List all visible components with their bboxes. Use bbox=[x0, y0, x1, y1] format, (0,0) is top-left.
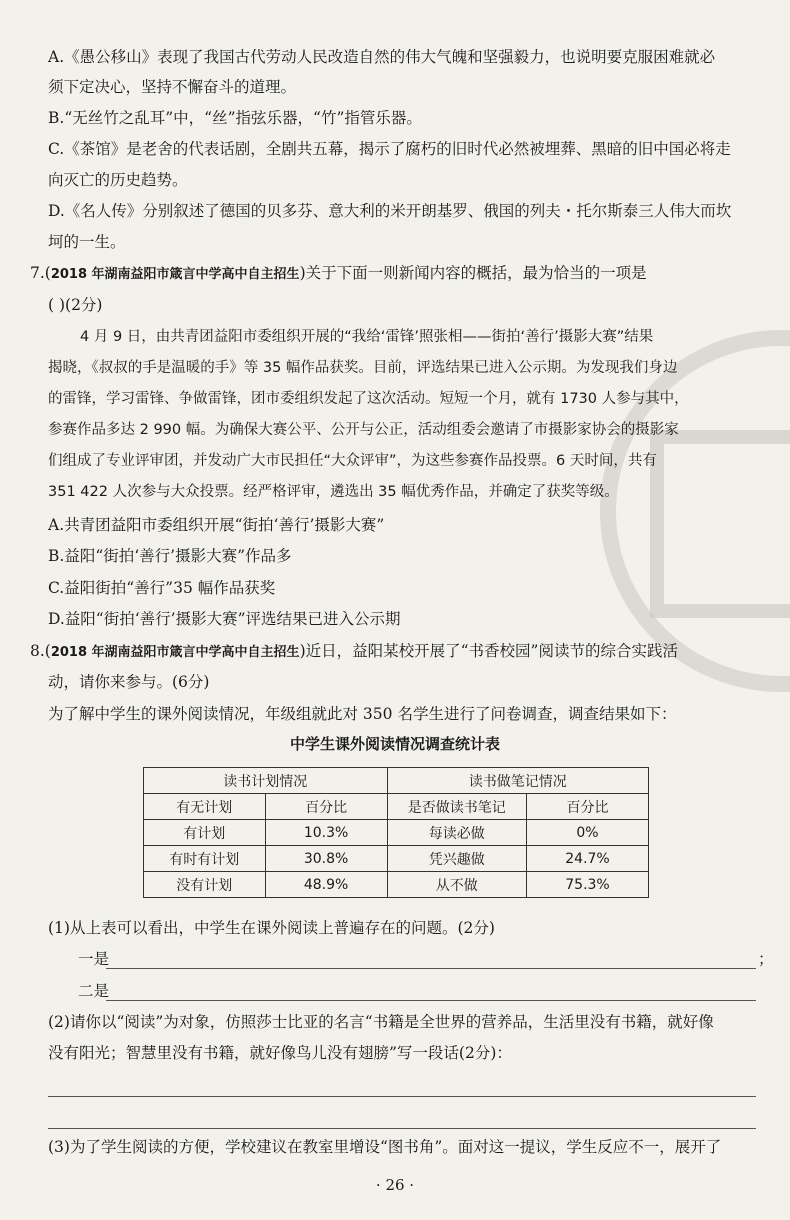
sub-question-3: (3)为了学生阅读的方便，学校建议在教室里增设“图书角”。面对这一提议，学生反应不一，展开了 bbox=[48, 1138, 722, 1156]
sub-question-2-line-2: 没有阳光；智慧里没有书籍，就好像鸟儿没有翅膀”写一段话(2分)： bbox=[48, 1044, 512, 1062]
news-line-1: 4 月 9 日，由共青团益阳市委组织开展的“我给‘雷锋’照张相——街拍‘善行’摄影大赛”结果 bbox=[80, 329, 654, 345]
table-row bbox=[144, 820, 649, 846]
q7-option-c: C.益阳街拍“善行”35 幅作品获奖 bbox=[48, 579, 276, 597]
question-7-stem bbox=[30, 262, 647, 286]
sub-question-2-line-1: (2)请你以“阅读”为对象，仿照莎士比亚的名言“书籍是全世界的营养品，生活里没有书籍，就好像 bbox=[48, 1013, 714, 1031]
table-header-cell: 百分比 bbox=[526, 794, 648, 820]
news-line-3: 的雷锋，学习雷锋、争做雷锋，团市委组织发起了这次活动。短短一个月，就有 1730 人参与其中， bbox=[48, 391, 689, 407]
table-cell: 10.3% bbox=[265, 820, 387, 846]
q7-option-b: B.益阳“街拍‘善行’摄影大赛”作品多 bbox=[48, 547, 292, 565]
table-title: 中学生课外阅读情况调查统计表 bbox=[289, 735, 500, 753]
table-header-cell: 有无计划 bbox=[144, 794, 266, 820]
option-a-line-2: 须下定决心，坚持不懈奋斗的道理。 bbox=[48, 78, 297, 96]
table-cell: 48.9% bbox=[265, 872, 387, 898]
question-7-prompt: )关于下面一则新闻内容的概括，最为恰当的一项是 bbox=[299, 264, 647, 282]
news-line-6: 351 422 人次参与大众投票。经严格评审，遴选出 35 幅优秀作品，并确定了获奖等级。 bbox=[48, 484, 619, 500]
table-cell: 30.8% bbox=[265, 846, 387, 872]
q7-option-d: D.益阳“街拍‘善行’摄影大赛”评选结果已进入公示期 bbox=[48, 610, 401, 628]
option-c-line-1: C.《茶馆》是老舍的代表话剧，全剧共五幕，揭示了腐朽的旧时代必然被埋葬、黑暗的旧中国必将走 bbox=[48, 140, 731, 158]
question-8-prompt: )近日，益阳某校开展了“书香校园”阅读节的综合实践活 bbox=[299, 642, 678, 660]
question-8-line-3: 为了解中学生的课外阅读情况，年级组就此对 350 名学生进行了问卷调查，调查结果如下： bbox=[48, 705, 677, 723]
option-b-line: B.“无丝竹之乱耳”中，“丝”指弦乐器，“竹”指管乐器。 bbox=[48, 109, 422, 127]
news-line-4: 参赛作品多达 2 990 幅。为确保大赛公平、公开与公正，活动组委会邀请了市摄影家协会的摄影家 bbox=[48, 422, 679, 438]
table-header-row bbox=[144, 794, 649, 820]
table-row bbox=[144, 846, 649, 872]
sub-question-1: (1)从上表可以看出，中学生在课外阅读上普遍存在的问题。(2分) bbox=[48, 919, 495, 937]
option-c-line-2: 向灭亡的历史趋势。 bbox=[48, 171, 188, 189]
table-cell: 0% bbox=[526, 820, 648, 846]
question-7-source: 2018 年湖南益阳市箴言中学高中自主招生 bbox=[50, 267, 300, 282]
table-cell: 75.3% bbox=[526, 872, 648, 898]
question-7-number: 7.( bbox=[30, 264, 51, 282]
question-8-source: 2018 年湖南益阳市箴言中学高中自主招生 bbox=[50, 645, 300, 660]
option-d-line-1: D.《名人传》分别叙述了德国的贝多芬、意大利的米开朗基罗、俄国的列夫・托尔斯泰三人伟大而坎 bbox=[48, 202, 732, 220]
table-cell: 有计划 bbox=[144, 820, 266, 846]
watermark-stamp-inner bbox=[650, 430, 790, 618]
table-group-notes: 读书做笔记情况 bbox=[387, 768, 648, 794]
answer-label-one: 一是 bbox=[78, 950, 110, 968]
table-cell: 24.7% bbox=[526, 846, 648, 872]
q7-option-a: A.共青团益阳市委组织开展“街拍‘善行’摄影大赛” bbox=[48, 516, 385, 534]
news-line-5: 们组成了专业评审团，并发动广大市民担任“大众评审”，为这些参赛作品投票。6 天时间，共有 bbox=[48, 453, 657, 469]
answer-label-two: 二是 bbox=[78, 982, 110, 1000]
table-cell: 凭兴趣做 bbox=[387, 846, 526, 872]
table-group-header-row bbox=[144, 768, 649, 794]
table-header-cell: 百分比 bbox=[265, 794, 387, 820]
answer-blank-writing-2[interactable] bbox=[48, 1128, 756, 1129]
table-header-cell: 是否做读书笔记 bbox=[387, 794, 526, 820]
question-8-number: 8.( bbox=[30, 642, 51, 660]
survey-table bbox=[143, 767, 649, 898]
news-line-2: 揭晓，《叔叔的手是温暖的手》等 35 幅作品获奖。目前，评选结果已进入公示期。为发现我们身边 bbox=[48, 360, 678, 376]
question-8-stem bbox=[30, 640, 678, 664]
option-d-line-2: 坷的一生。 bbox=[48, 233, 126, 251]
table-cell: 没有计划 bbox=[144, 872, 266, 898]
answer-blank-one[interactable] bbox=[106, 968, 756, 969]
page-number: · 26 · bbox=[375, 1176, 415, 1194]
answer-blank-writing-1[interactable] bbox=[48, 1096, 756, 1097]
table-row bbox=[144, 872, 649, 898]
question-8-line-2: 动，请你来参与。(6分) bbox=[48, 673, 210, 691]
option-a-line-1: A.《愚公移山》表现了我国古代劳动人民改造自然的伟大气魄和坚强毅力，也说明要克服困难就必 bbox=[48, 48, 716, 66]
table-cell: 从不做 bbox=[387, 872, 526, 898]
table-group-plan: 读书计划情况 bbox=[144, 768, 388, 794]
answer-blank-two[interactable] bbox=[106, 1000, 756, 1001]
table-cell: 每读必做 bbox=[387, 820, 526, 846]
question-7-answer-paren: ( )(2分) bbox=[48, 296, 103, 314]
table-cell: 有时有计划 bbox=[144, 846, 266, 872]
answer-semicolon: ； bbox=[758, 950, 774, 968]
